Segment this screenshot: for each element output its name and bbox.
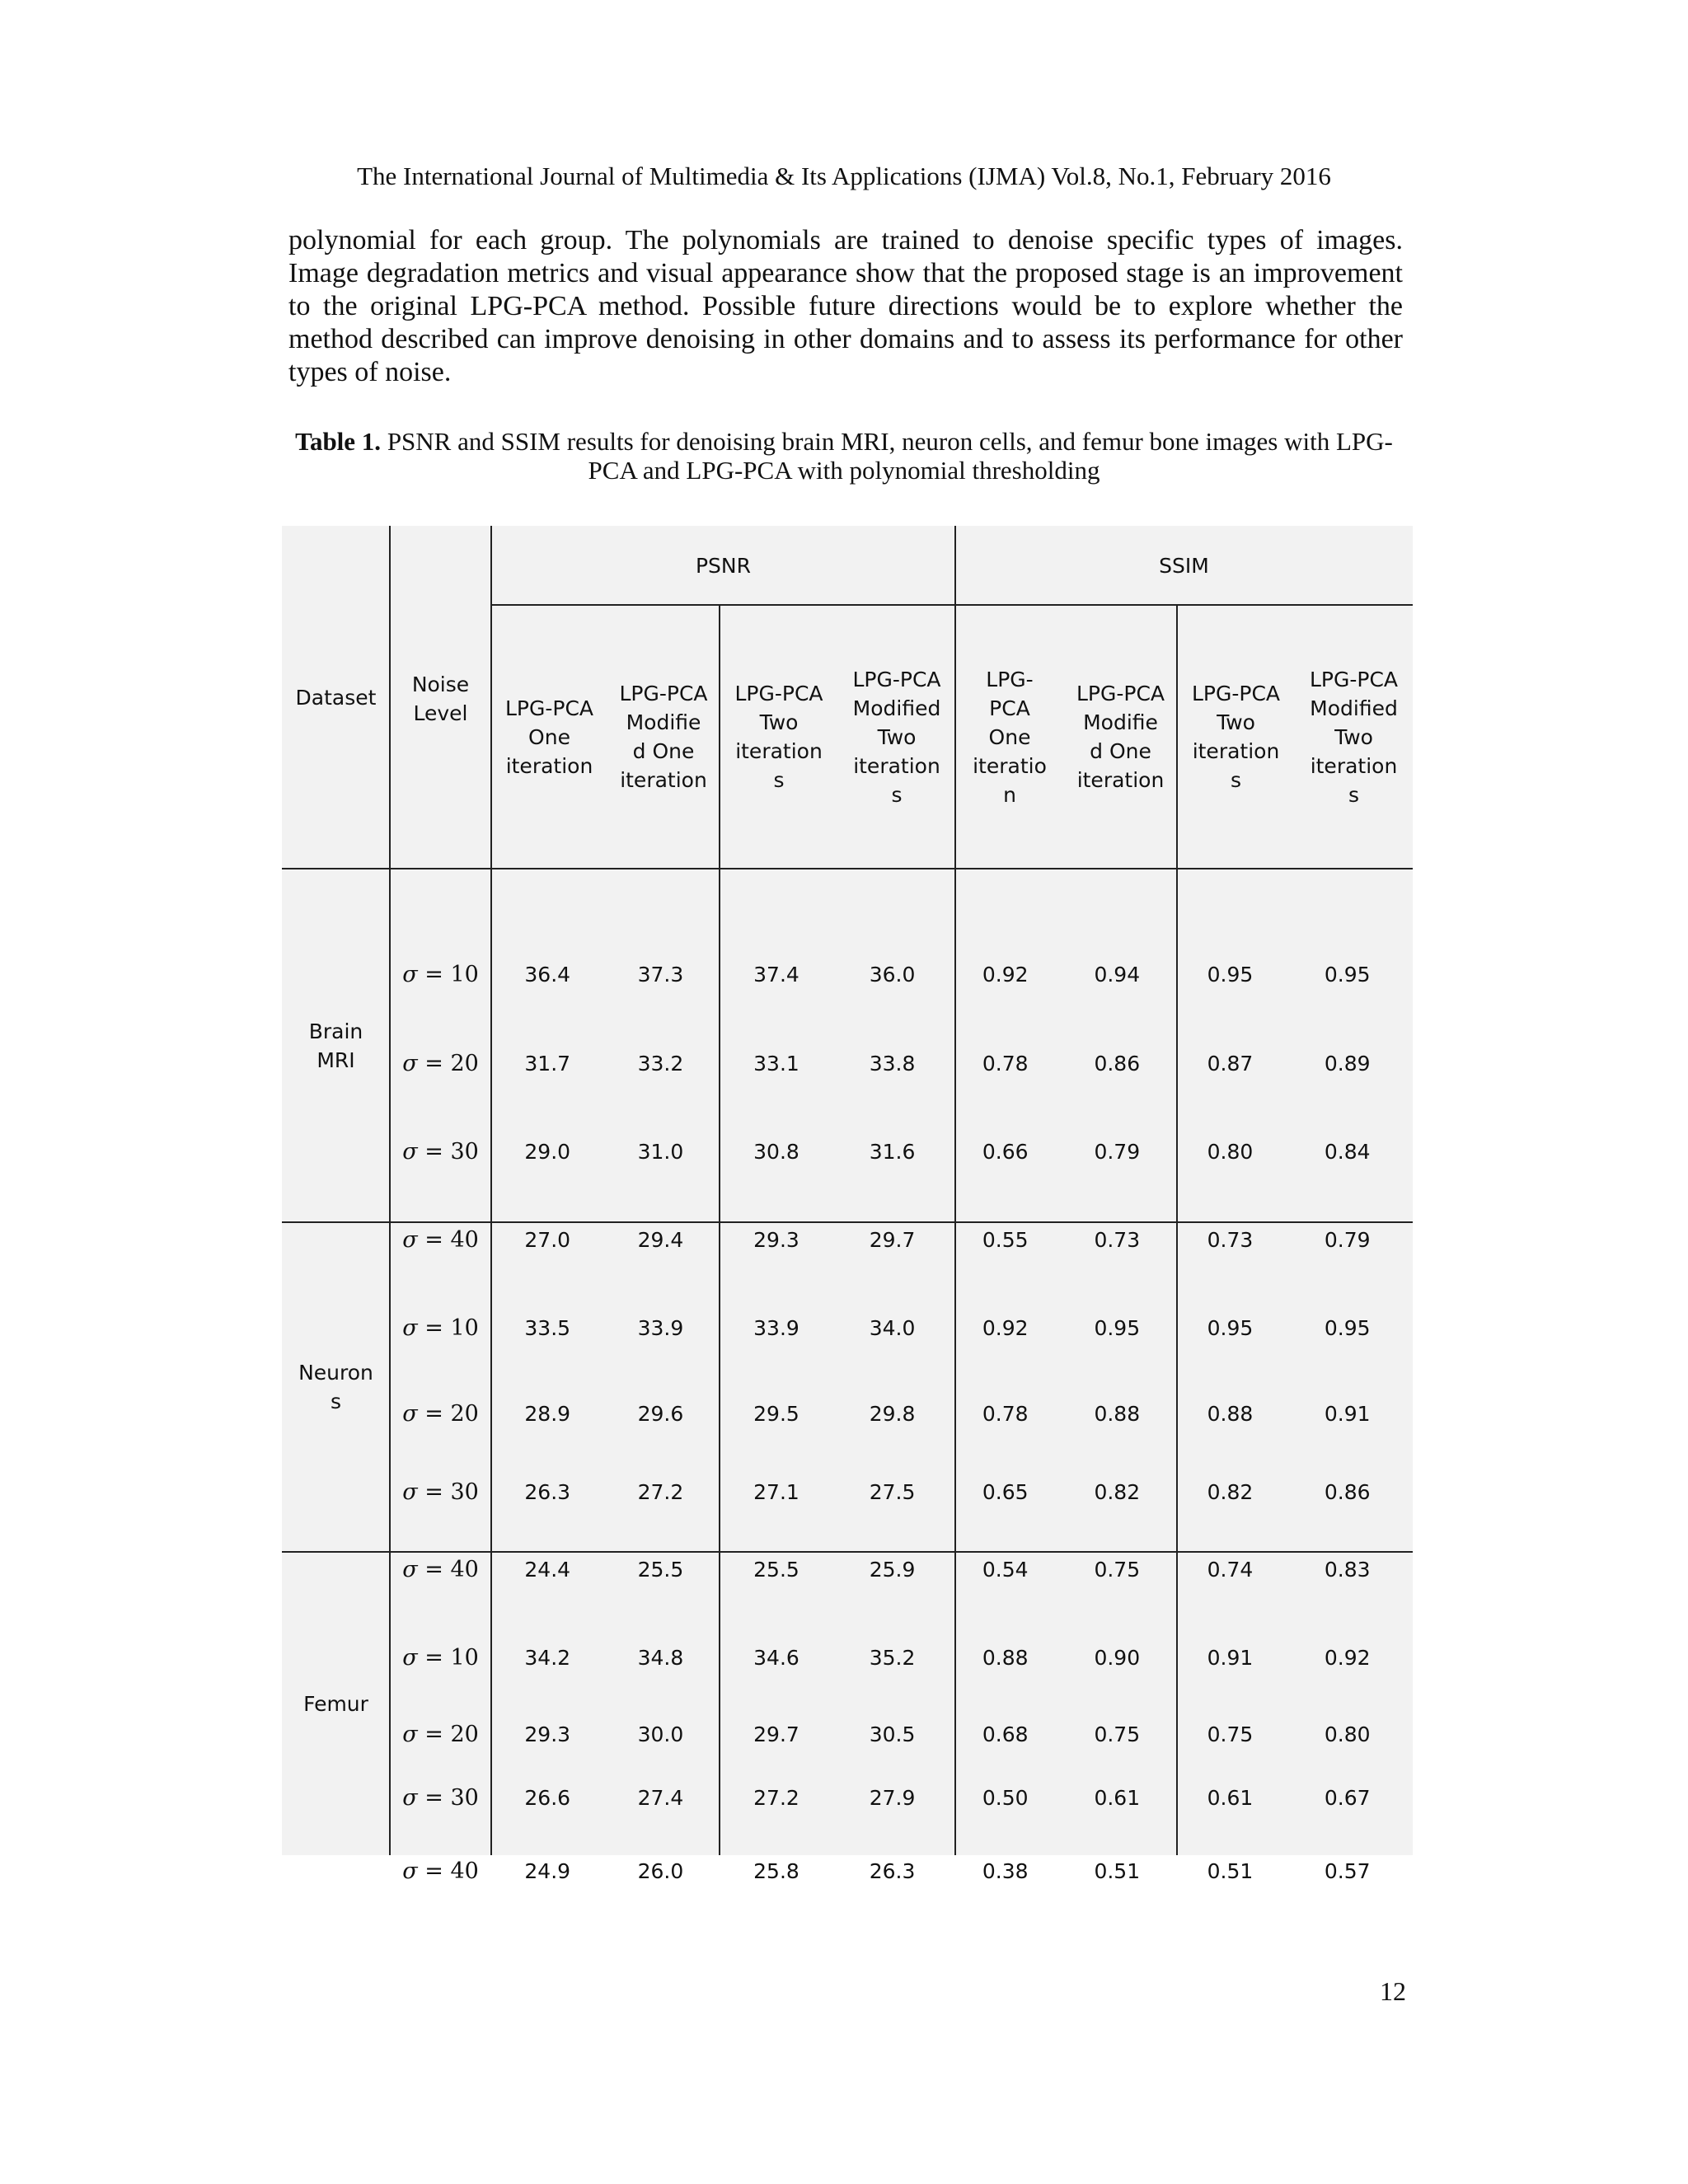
noise-level-value: 10 (450, 1315, 479, 1341)
sigma-symbol: σ (402, 1556, 418, 1582)
noise-level-cell (390, 1854, 491, 1890)
method-header-text: LPG-PCA Modified Two iteration s (1309, 667, 1399, 807)
table-value-cell: 29.7 (753, 1722, 799, 1747)
sigma-symbol: σ (402, 962, 418, 988)
sigma-equals: = (417, 1479, 451, 1505)
noise-level-cell (390, 1045, 491, 1081)
table-value-cell: 0.88 (982, 1645, 1029, 1670)
table-value-cell: 29.7 (869, 1227, 916, 1252)
sigma-equals: = (417, 1644, 451, 1671)
table-value-cell: 0.82 (1094, 1479, 1141, 1504)
noise-level-value: 40 (450, 1858, 479, 1885)
column-header-psnr-modified-two (838, 605, 955, 869)
table-value-cell: 25.5 (637, 1557, 684, 1582)
column-header-psnr-modified-one (607, 605, 720, 869)
noise-level-cell (390, 1133, 491, 1169)
table-value-cell: 31.0 (637, 1139, 684, 1164)
dataset-name: Femur (303, 1691, 368, 1716)
table-value-cell: 33.8 (869, 1051, 916, 1076)
table-value-cell: 34.6 (753, 1645, 799, 1670)
table-value-cell: 0.51 (1207, 1859, 1254, 1884)
sigma-equals: = (417, 1556, 451, 1582)
table-value-cell: 37.3 (637, 963, 684, 987)
table-value-cell: 0.78 (982, 1051, 1029, 1076)
method-header-text: LPG-PCA One iteration (504, 696, 594, 778)
table-value-cell: 33.2 (637, 1051, 684, 1076)
table-value-cell: 0.38 (982, 1859, 1029, 1884)
table-value-cell: 0.87 (1207, 1051, 1254, 1076)
table-value-cell: 0.73 (1207, 1227, 1254, 1252)
dataset-label-brain-mri (282, 869, 390, 1222)
sigma-symbol: σ (402, 1050, 418, 1076)
table-value-cell: 0.67 (1324, 1786, 1371, 1811)
sigma-symbol: σ (402, 1400, 418, 1427)
paragraph-line: types of noise. (288, 357, 452, 387)
table-value-cell: 26.6 (524, 1786, 571, 1811)
paragraph-line: polynomial for each group. The polynomials are trained to denoise specific types of images. (288, 225, 1403, 255)
table-value-cell: 29.3 (753, 1227, 799, 1252)
table-value-cell: 0.95 (1324, 1315, 1371, 1340)
table-value-cell: 0.89 (1324, 1051, 1371, 1076)
noise-level-cell (390, 1717, 491, 1753)
group-header-psnr: PSNR (695, 553, 752, 578)
page-number: 12 (1380, 1976, 1406, 2006)
dataset-name: Brain MRI (308, 1019, 363, 1072)
table-value-cell: 28.9 (524, 1401, 571, 1426)
sigma-equals: = (417, 1315, 451, 1341)
table-value-cell: 34.0 (869, 1315, 916, 1340)
table-value-cell: 0.79 (1324, 1227, 1371, 1252)
table-value-cell: 27.2 (753, 1786, 799, 1811)
sigma-equals: = (417, 1138, 451, 1165)
table-value-cell: 26.0 (637, 1859, 684, 1884)
table-value-cell: 0.84 (1324, 1139, 1371, 1164)
table-value-cell: 0.61 (1094, 1786, 1141, 1811)
table-value-cell: 0.95 (1207, 963, 1254, 987)
table-value-cell: 0.80 (1207, 1139, 1254, 1164)
dataset-label-femur (282, 1552, 390, 1855)
table-value-cell: 27.2 (637, 1479, 684, 1504)
table-value-cell: 29.6 (637, 1401, 684, 1426)
table-value-cell: 0.86 (1324, 1479, 1371, 1504)
table-value-cell: 29.0 (524, 1139, 571, 1164)
noise-level-cell (390, 1310, 491, 1346)
group-header-ssim: SSIM (1159, 553, 1209, 578)
column-header-noise-level-text: Noise Level (411, 673, 470, 725)
column-header-ssim-one-iteration (955, 605, 1064, 869)
dataset-name: Neuron s (298, 1361, 373, 1413)
table-value-cell: 27.9 (869, 1786, 916, 1811)
table-value-cell: 0.92 (1324, 1645, 1371, 1670)
sigma-equals: = (417, 1785, 451, 1811)
table-value-cell: 34.2 (524, 1645, 571, 1670)
table-value-cell: 24.9 (524, 1859, 571, 1884)
table-value-cell: 0.78 (982, 1401, 1029, 1426)
noise-level-cell (390, 1221, 491, 1258)
table-value-cell: 26.3 (869, 1859, 916, 1884)
column-header-psnr-two-iterations (720, 605, 838, 869)
table-value-cell: 34.8 (637, 1645, 684, 1670)
table-value-cell: 0.55 (982, 1227, 1029, 1252)
table-value-cell: 0.91 (1324, 1401, 1371, 1426)
paragraph-line: to the original LPG-PCA method. Possible future directions would be to explore whether the (288, 291, 1403, 321)
noise-level-value: 30 (450, 1785, 479, 1811)
table-value-cell: 0.80 (1324, 1722, 1371, 1747)
body-paragraph (288, 224, 1403, 389)
table-value-cell: 0.74 (1207, 1557, 1254, 1582)
table-value-cell: 33.9 (753, 1315, 799, 1340)
table-value-cell: 0.65 (982, 1479, 1029, 1504)
results-table (282, 526, 1413, 1885)
noise-level-cell (390, 1551, 491, 1587)
table-value-cell: 0.95 (1324, 963, 1371, 987)
table-value-cell: 0.90 (1094, 1645, 1141, 1670)
table-value-cell: 0.88 (1207, 1401, 1254, 1426)
table-value-cell: 35.2 (869, 1645, 916, 1670)
table-value-cell: 27.5 (869, 1479, 916, 1504)
table-value-cell: 29.8 (869, 1401, 916, 1426)
noise-level-value: 30 (450, 1138, 479, 1165)
noise-level-cell (390, 957, 491, 993)
noise-level-value: 20 (450, 1722, 479, 1748)
table-value-cell: 0.88 (1094, 1401, 1141, 1426)
table-value-cell: 0.50 (982, 1786, 1029, 1811)
column-header-psnr-one-iteration (491, 605, 607, 869)
noise-level-cell (390, 1395, 491, 1432)
table-value-cell: 0.95 (1207, 1315, 1254, 1340)
table-value-cell: 0.92 (982, 963, 1029, 987)
table-value-cell: 27.4 (637, 1786, 684, 1811)
paragraph-line: method described can improve denoising in other domains and to assess its performance for other (288, 324, 1403, 354)
table-value-cell: 0.54 (982, 1557, 1029, 1582)
table-value-cell: 33.9 (637, 1315, 684, 1340)
table-value-cell: 0.86 (1094, 1051, 1141, 1076)
table-value-cell: 0.57 (1324, 1859, 1371, 1884)
column-header-ssim-modified-one (1064, 605, 1177, 869)
table-value-cell: 30.5 (869, 1722, 916, 1747)
table-value-cell: 33.5 (524, 1315, 571, 1340)
column-header-dataset (282, 526, 390, 869)
sigma-symbol: σ (402, 1315, 418, 1341)
sigma-symbol: σ (402, 1138, 418, 1165)
sigma-symbol: σ (402, 1858, 418, 1885)
table-value-cell: 29.5 (753, 1401, 799, 1426)
caption-text-line-2: PCA and LPG-PCA with polynomial thresholding (588, 456, 1100, 485)
method-header-text: LPG-PCA Modified Two iteration s (852, 667, 941, 807)
table-value-cell: 0.83 (1324, 1557, 1371, 1582)
sigma-equals: = (417, 1226, 451, 1253)
table-value-cell: 0.75 (1094, 1557, 1141, 1582)
table-value-cell: 27.1 (753, 1479, 799, 1504)
table-value-cell: 37.4 (753, 963, 799, 987)
caption-text-line-1: PSNR and SSIM results for denoising brain MRI, neuron cells, and femur bone images with LPG- (387, 427, 1393, 456)
table-value-cell: 29.3 (524, 1722, 571, 1747)
table-value-cell: 24.4 (524, 1557, 571, 1582)
table-value-cell: 31.6 (869, 1139, 916, 1164)
method-header-text: LPG-PCA Modifie d One iteration (1076, 682, 1165, 792)
table-value-cell: 26.3 (524, 1479, 571, 1504)
method-header-text: LPG- PCA One iteratio n (973, 667, 1047, 807)
noise-level-value: 30 (450, 1479, 479, 1505)
table-value-cell: 0.79 (1094, 1139, 1141, 1164)
column-header-ssim-modified-two (1295, 605, 1413, 869)
table-value-cell: 0.95 (1094, 1315, 1141, 1340)
column-header-ssim-two-iterations (1177, 605, 1295, 869)
sigma-symbol: σ (402, 1226, 418, 1253)
table-value-cell: 36.4 (524, 963, 571, 987)
sigma-equals: = (417, 1050, 451, 1076)
table-value-cell: 0.75 (1094, 1722, 1141, 1747)
sigma-equals: = (417, 962, 451, 988)
noise-level-cell (390, 1639, 491, 1675)
table-value-cell: 27.0 (524, 1227, 571, 1252)
table-value-cell: 0.61 (1207, 1786, 1254, 1811)
table-value-cell: 0.68 (982, 1722, 1029, 1747)
sigma-symbol: σ (402, 1479, 418, 1505)
table-value-cell: 0.75 (1207, 1722, 1254, 1747)
running-head: The International Journal of Multimedia & Its Applications (IJMA) Vol.8, No.1, February 2016 (357, 162, 1331, 190)
sigma-symbol: σ (402, 1785, 418, 1811)
noise-level-value: 20 (450, 1400, 479, 1427)
table-value-cell: 0.94 (1094, 963, 1141, 987)
method-header-text: LPG-PCA Two iteration s (1191, 682, 1281, 792)
table-value-cell: 0.51 (1094, 1859, 1141, 1884)
table-value-cell: 0.66 (982, 1139, 1029, 1164)
paragraph-line: Image degradation metrics and visual appearance show that the proposed stage is an improvement (288, 258, 1403, 288)
table-value-cell: 25.8 (753, 1859, 799, 1884)
sigma-equals: = (417, 1400, 451, 1427)
sigma-equals: = (417, 1858, 451, 1885)
table-value-cell: 29.4 (637, 1227, 684, 1252)
noise-level-value: 40 (450, 1226, 479, 1253)
column-header-noise-level (390, 526, 491, 870)
noise-level-value: 10 (450, 1644, 479, 1671)
table-value-cell: 0.73 (1094, 1227, 1141, 1252)
table-caption (247, 427, 1441, 485)
noise-level-value: 20 (450, 1050, 479, 1076)
table-value-cell: 31.7 (524, 1051, 571, 1076)
table-value-cell: 0.92 (982, 1315, 1029, 1340)
table-value-cell: 30.0 (637, 1722, 684, 1747)
table-value-cell: 30.8 (753, 1139, 799, 1164)
table-value-cell: 0.91 (1207, 1645, 1254, 1670)
table-value-cell: 25.9 (869, 1557, 916, 1582)
table-label: Table 1. (295, 427, 382, 456)
noise-level-value: 40 (450, 1556, 479, 1582)
sigma-symbol: σ (402, 1722, 418, 1748)
table-value-cell: 33.1 (753, 1051, 799, 1076)
method-header-text: LPG-PCA Modifie d One iteration (619, 682, 708, 792)
table-value-cell: 0.82 (1207, 1479, 1254, 1504)
method-header-text: LPG-PCA Two iteration s (734, 682, 823, 792)
table-value-cell: 25.5 (753, 1557, 799, 1582)
noise-level-cell (390, 1474, 491, 1510)
noise-level-cell (390, 1780, 491, 1816)
column-header-dataset-text: Dataset (295, 685, 377, 710)
table-value-cell: 36.0 (869, 963, 916, 987)
dataset-label-neurons (282, 1222, 390, 1552)
noise-level-value: 10 (450, 962, 479, 988)
sigma-equals: = (417, 1722, 451, 1748)
sigma-symbol: σ (402, 1644, 418, 1671)
